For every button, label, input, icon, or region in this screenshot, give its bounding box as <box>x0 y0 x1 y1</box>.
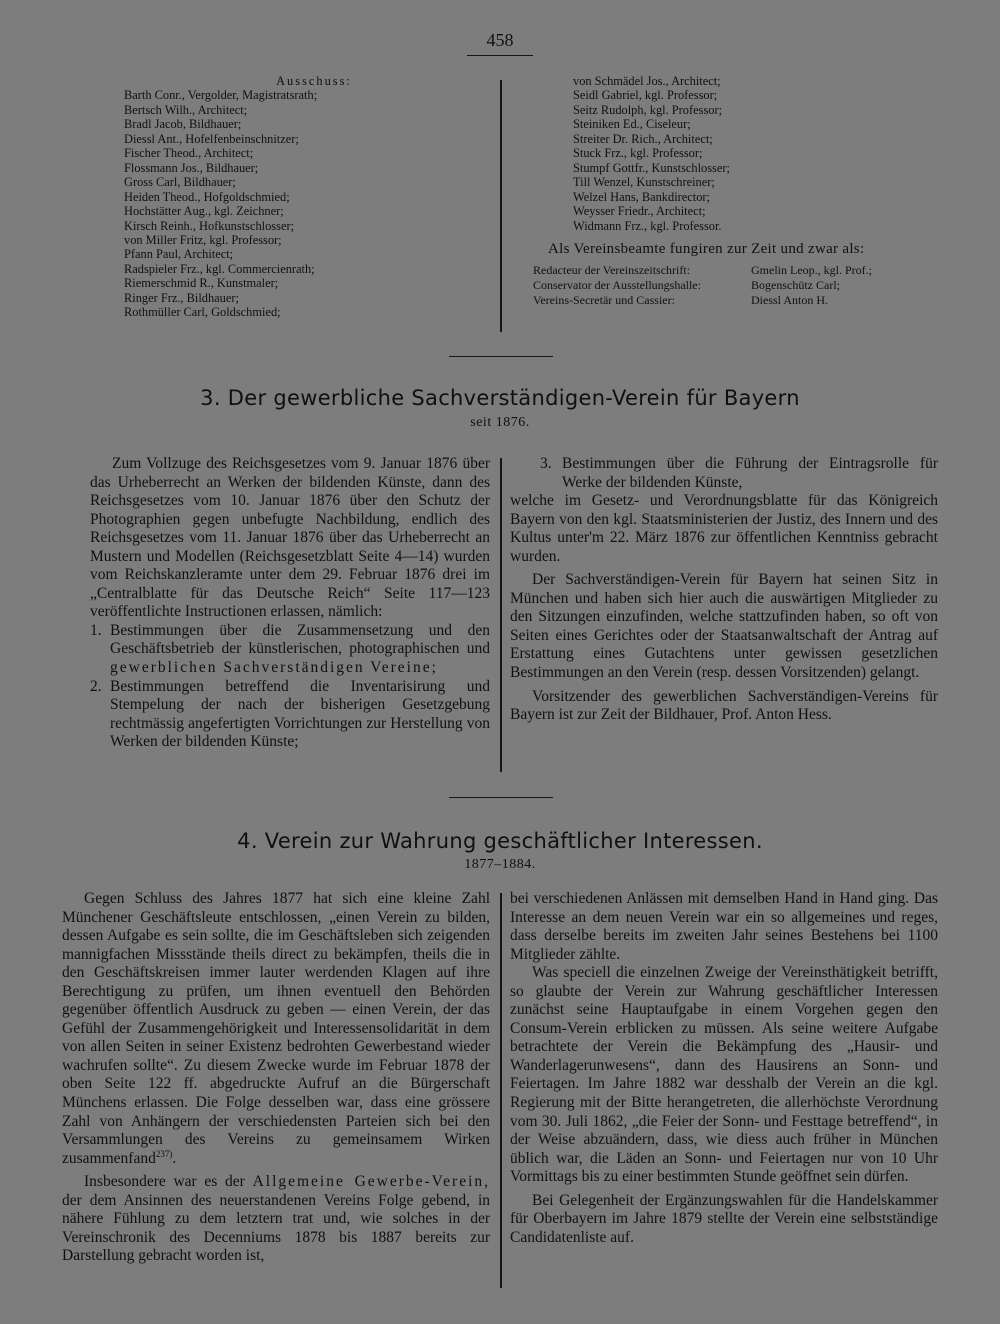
separator-rule-2 <box>449 797 553 798</box>
paragraph-text: Gegen Schluss des Jahres 1877 hat sich eine kleine Zahl Münchener Geschäftsleute entschlossen, „einen Verein zu bilden, dessen Aufgabe es sein sollte, die im Geschäftsleben sich zeigenden mannigfachen Missstände theils direct zu bekämpfen, theils die in den Geschäftskreisen immer lauter werdenden Klagen auf ihre Berechtigung zu prüfen, um ihnen eventuell den Behörden gegenüber öffentlich Ausdruck zu geben — einen Verein, der das Gefühl der Zusammengehörigkeit und Interessensolidarität in dem von allen Seiten in seiner Existenz bedrohten Gewerbestand wieder wachrufen sollte“. Zu diesem Zwecke wurde im Februar 1878 der oben Seite 122 ff. abgedruckte Aufruf an die Bürgerschaft Münchens erlassen. Die Folge desselben war, dass eine grössere Zahl von Anhängern der verschiedensten Parteien sich bei den Versammlungen des Vereins zu gemeinsamem Wirken zusammenfand <box>62 890 490 1167</box>
officers-list <box>533 263 953 308</box>
column-divider-section3 <box>500 458 502 772</box>
item-number: 2. <box>90 677 102 695</box>
committee-member: Rothmüller Carl, Goldschmied; <box>124 305 281 320</box>
section3-right-column <box>510 455 938 725</box>
committee-member: Weysser Friedr., Architect; <box>573 204 706 219</box>
committee-member: Radspieler Frz., kgl. Commercienrath; <box>124 261 315 276</box>
section3-paragraph: welche im Gesetz- und Verordnungsblatte für das Königreich Bayern von den kgl. Staatsministerien der Justiz, des Innern und des Kultus unter'm 22. März 1876 zur öffentlichen Kenntniss gebracht wurden. <box>510 492 938 565</box>
header-rule <box>467 55 533 56</box>
item-text: Bestimmungen über die Zusammensetzung und den Geschäftsbetrieb der künstlerischen, photographischen und <box>110 621 490 658</box>
item-text: Bestimmungen über die Führung der Eintragsrolle für Werke der bildenden Künste, <box>562 455 938 491</box>
committee-member: Welzel Hans, Bankdirector; <box>573 189 710 204</box>
officer-role: Conservator der Ausstellungshalle: <box>533 278 701 292</box>
officer-row <box>533 293 953 308</box>
committee-member: Till Wenzel, Kunstschreiner; <box>573 175 715 190</box>
committee-member: Gross Carl, Bildhauer; <box>124 175 236 190</box>
section3-title: 3. Der gewerbliche Sachverständigen-Verein für Bayern <box>200 386 800 410</box>
officer-role: Redacteur der Vereinszeitschrift: <box>533 263 691 277</box>
column-divider-section4 <box>500 893 502 1288</box>
committee-member: von Miller Fritz, kgl. Professor; <box>124 232 282 247</box>
committee-right-list <box>573 74 903 233</box>
section3-item-2 <box>90 678 490 752</box>
section3-item-1 <box>90 622 490 678</box>
section4-left-column <box>62 890 490 1266</box>
committee-member: Pfann Paul, Architect; <box>124 247 234 262</box>
section4-subtitle: 1877–1884. <box>464 857 536 872</box>
section3-subtitle: seit 1876. <box>470 415 530 430</box>
committee-member: Diessl Ant., Hofelfenbeinschnitzer; <box>124 131 299 146</box>
committee-member: von Schmädel Jos., Architect; <box>573 74 721 88</box>
paragraph-text: der dem Ansinnen des neuerstandenen Vereins Folge gebend, in nähere Fühlung zu dem letztern trat und, wie solches in der Vereinschronik des Decenniums 1878 bis 1887 bereits zur Darstellung gebracht worden ist, <box>62 1191 490 1265</box>
officers-intro: Als Vereinsbeamte fungiren zur Zeit und zwar als: <box>548 241 865 257</box>
committee-member: Widmann Frz., kgl. Professor. <box>573 218 722 233</box>
committee-right <box>573 74 903 233</box>
page-number: 458 <box>486 30 514 50</box>
committee-left <box>124 74 424 320</box>
separator-rule-1 <box>449 356 553 357</box>
committee-member: Steiniken Ed., Ciseleur; <box>573 117 691 132</box>
officer-name: Gmelin Leop., kgl. Prof.; <box>751 263 872 277</box>
officer-row <box>533 278 953 293</box>
footnote-ref: 237) <box>155 1148 173 1159</box>
item-number: 1. <box>90 621 102 639</box>
committee-member: Seitz Rudolph, kgl. Professor; <box>573 102 723 117</box>
committee-member: Riemerschmid R., Kunstmaler; <box>124 276 279 291</box>
committee-member: Stumpf Gottfr., Kunstschlosser; <box>573 160 730 175</box>
committee-member: Barth Conr., Vergolder, Magistratsrath; <box>124 88 318 103</box>
section4-paragraph: Bei Gelegenheit der Ergänzungswahlen für die Handelskammer für Oberbayern im Jahre 1879 stellte der Verein eine selbstständige Candidatenliste auf. <box>510 1191 938 1246</box>
section3-paragraph: Der Sachverständigen-Verein für Bayern hat seinen Sitz in München und haben sich hier auch die auswärtigen Mitglieder zu den Sitzungen einzufinden, welche stattzufinden haben, so oft von Seiten eines Gerichtes oder der Staatsanwaltschaft der Antrag auf Erstattung eines Gutachtens unter gewissen gesetzlichen Bestimmungen an den Verein (resp. dessen Vorsitzenden) gelangt. <box>510 571 938 682</box>
item-text-spaced: gewerblichen Sachverständigen Vereine; <box>110 659 438 677</box>
committee-member: Stuck Frz., kgl. Professor; <box>573 146 703 161</box>
section4-paragraph <box>62 1173 490 1266</box>
committee-member: Heiden Theod., Hofgoldschmied; <box>124 189 290 204</box>
committee-left-list <box>124 88 424 319</box>
committee-member: Ringer Frz., Bildhauer; <box>124 290 239 305</box>
column-divider-top <box>500 80 502 332</box>
committee-member: Bertsch Wilh., Architect; <box>124 102 248 117</box>
committee-member: Kirsch Reinh., Hofkunstschlosser; <box>124 218 295 233</box>
committee-member: Seidl Gabriel, kgl. Professor; <box>573 88 718 103</box>
section4-title: 4. Verein zur Wahrung geschäftlicher Interessen. <box>237 829 763 853</box>
paragraph-text: Insbesondere war es der <box>84 1173 245 1191</box>
committee-member: Flossmann Jos., Bildhauer; <box>124 160 259 175</box>
officer-name: Diessl Anton H. <box>751 293 829 307</box>
committee-member: Bradl Jacob, Bildhauer; <box>124 117 242 132</box>
committee-member: Streiter Dr. Rich., Architect; <box>573 131 713 146</box>
committee-member: Fischer Theod., Architect; <box>124 146 254 161</box>
section4-paragraph: bei verschiedenen Anlässen mit demselben Hand in Hand ging. Das Interesse an dem neuen Verein war ein so allgemeines und reges, dass derselbe bereits im zweiten Jahr seines Bestehens bei 1100 Mitglieder zählte. <box>510 890 938 963</box>
spaced-text: Allgemeine Gewerbe-Verein, <box>252 1173 491 1191</box>
officer-role: Vereins-Secretär und Cassier: <box>533 293 675 307</box>
officer-name: Bogenschütz Carl; <box>751 278 840 292</box>
officer-row <box>533 263 953 278</box>
section3-item-3 <box>510 455 938 492</box>
section4-paragraph: Gegen Schluss des Jahres 1877 hat sich eine kleine Zahl Münchener Geschäftsleute entschlossen, „einen Verein zu bilden, dessen Aufgabe es sein sollte, die im Geschäftsleben sich zeigenden mannigfachen Missstände theils direct zu bekämpfen, theils die in den Geschäftskreisen immer lauter werdenden Klagen auf ihre Berechtigung zu prüfen, um ihnen eventuell den Behörden gegenüber öffentlich Ausdruck zu geben — einen Verein, der das Gefühl der Zusammengehörigkeit und Interessensolidarität in dem von allen Seiten in seiner Existenz bedrohten Gewerbestand wieder wachrufen sollte“. Zu diesem Zwecke wurde im Februar 1878 der oben Seite 122 ff. abgedruckte Aufruf an die Bürgerschaft Münchens erlassen. Die Folge desselben war, dass eine grössere Zahl von Anhängern der verschiedensten Parteien sich bei den Versammlungen des Vereins zu gemeinsamem Wirken zusammenfand$^{237)}$. <box>62 890 490 1167</box>
item-text: Bestimmungen betreffend die Inventarisirung und Stempelung der nach der bisherigen Gesetzgebung rechtmässig angefertigten Vorrichtungen zur Herstellung von Werken der bildenden Künste; <box>110 677 490 751</box>
section3-intro: Zum Vollzuge des Reichsgesetzes vom 9. Januar 1876 über das Urheberrecht an Werken der bildenden Künste, dann des Reichsgesetzes vom 10. Januar 1876 über den Schutz der Photographien gegen unbefugte Nachbildung, endlich des Reichsgesetzes vom 11. Januar 1876 über das Urheberrecht an Mustern und Modellen (Reichsgesetzblatt Seite 4—14) wurden vom Reichskanzleramte unter dem 29. Februar 1876 drei im „Centralblatte für das Deutsche Reich“ Seite 117—123 veröffentlichte Instructionen erlassen, nämlich: <box>90 455 490 621</box>
section4-paragraph: Was speciell die einzelnen Zweige der Vereinsthätigkeit betrifft, so glaubte der Verein zur Wahrung geschäftlicher Interessen zunächst seine Hauptaufgabe in einem Vorgehen gegen den Consum-Verein erblicken zu müssen. Als seine weitere Aufgabe betrachtete der Verein die Bekämpfung des „Hausir- und Wanderlagerunwesens“, dann des Hausirens an Sonn- und Feiertagen. Im Jahre 1882 war desshalb der Verein an die kgl. Regierung mit der Bitte herangetreten, die allerhöchste Verordnung vom 30. Juli 1862, „die Feier der Sonn- und Festtage betreffend“, in der Weise abzuändern, dass, wie diess auch früher in München üblich war, die Läden an Sonn- und Feiertagen nur von 10 Uhr Vormittags bis zu einer bestimmten Stunde geöffnet sein dürfen. <box>510 964 938 1186</box>
section3-paragraph: Vorsitzender des gewerblichen Sachverständigen-Vereins für Bayern ist zur Zeit der Bildhauer, Prof. Anton Hess. <box>510 687 938 724</box>
committee-member: Hochstätter Aug., kgl. Zeichner; <box>124 204 284 219</box>
section4-right-column <box>510 890 938 1247</box>
item-number: 3. <box>540 455 552 472</box>
committee-heading: Ausschuss: <box>276 74 352 88</box>
section3-left-column <box>90 455 490 752</box>
